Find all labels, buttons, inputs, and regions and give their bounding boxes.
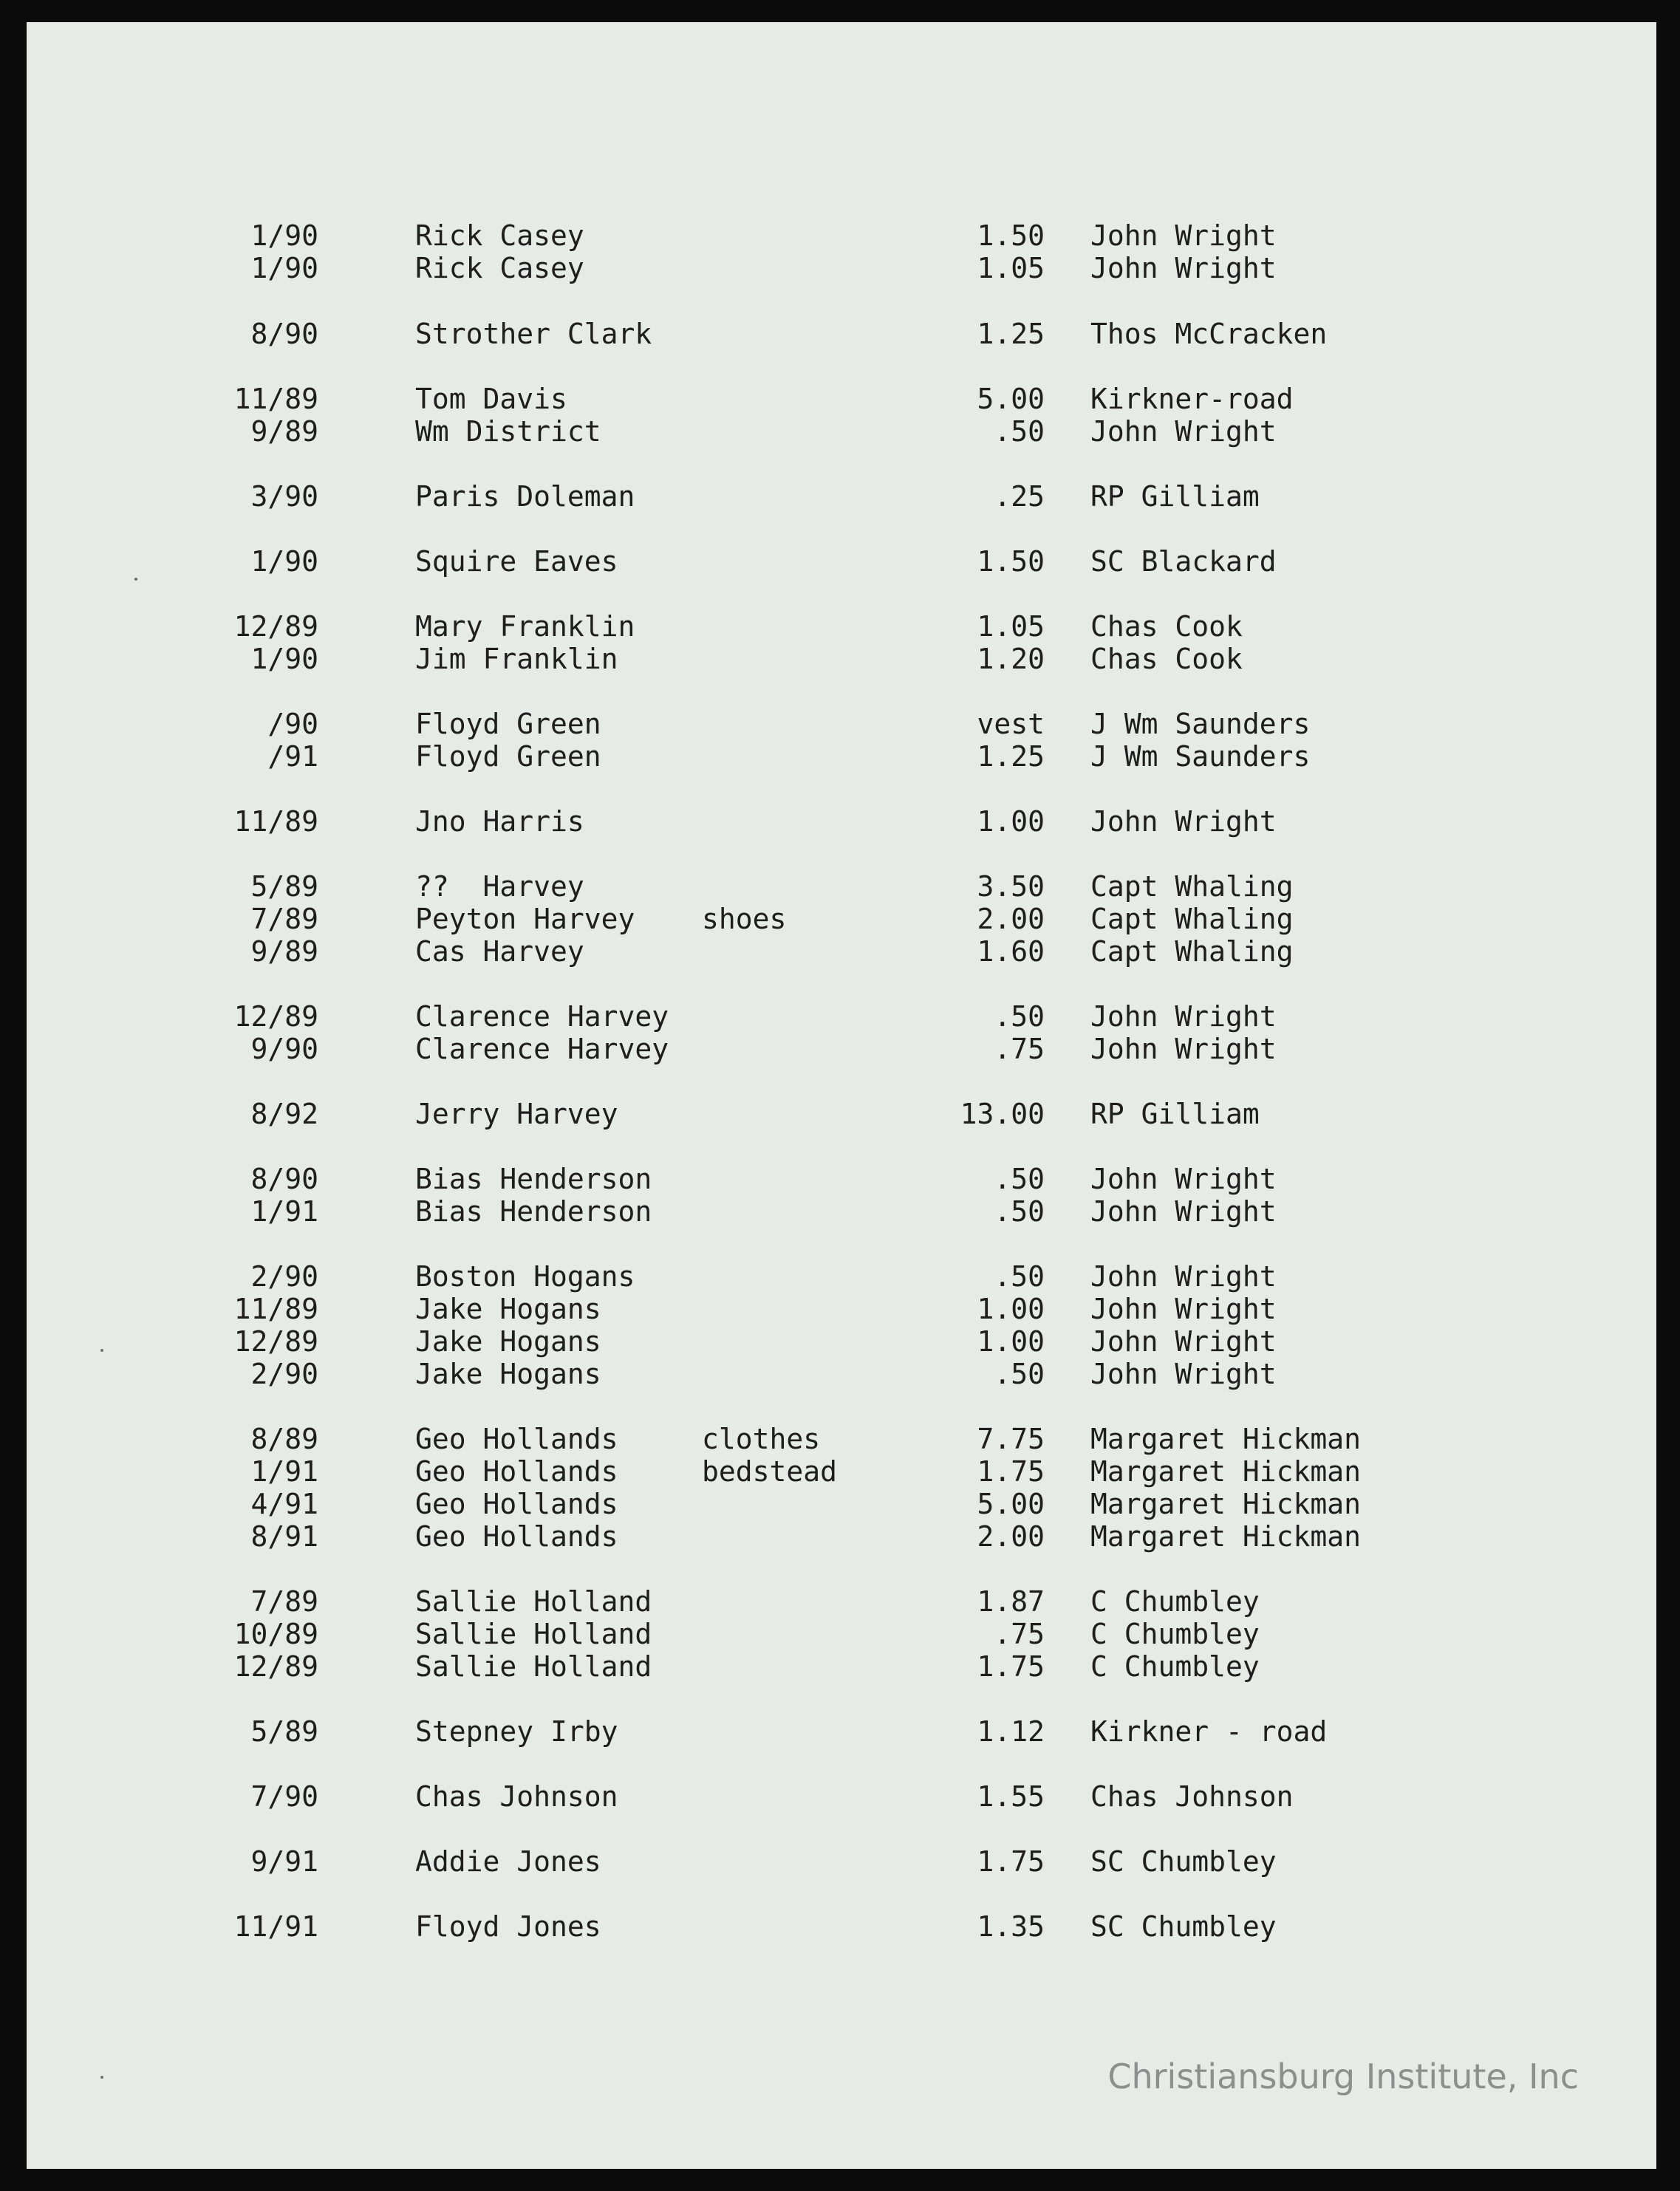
ledger-row [27,1585,1656,1618]
entry-date: 2/90 [250,1260,318,1293]
entry-date: 11/89 [233,383,318,415]
entry-amount: 3.50 [977,870,1045,903]
entry-name: Jake Hogans [415,1358,601,1390]
entry-date: 11/89 [233,1293,318,1325]
ledger-row [27,1520,1656,1553]
entry-name: Geo Hollands [415,1488,618,1520]
entry-payee: John Wright [1090,415,1277,448]
entry-payee: Kirkner-road [1090,383,1294,415]
entry-payee: SC Blackard [1090,545,1277,578]
entry-name: Jno Harris [415,805,584,838]
entry-payee: C Chumbley [1090,1618,1260,1650]
entry-name: Strother Clark [415,318,652,350]
ledger-row [27,318,1656,350]
entry-payee: SC Chumbley [1090,1845,1277,1878]
entry-date: 1/90 [250,643,318,675]
ledger-row [27,903,1656,935]
entry-amount: .50 [994,1000,1045,1033]
entry-amount: 1.20 [977,643,1045,675]
ledger-row [27,935,1656,968]
ledger-row [27,870,1656,903]
paper-speck [100,2076,103,2079]
entry-name: Addie Jones [415,1845,601,1878]
entry-date: 3/90 [250,480,318,513]
entry-amount: 1.05 [977,252,1045,284]
paper-speck [100,1349,103,1352]
ledger-row [27,1910,1656,1943]
entry-date: 12/89 [233,1325,318,1358]
entry-payee: John Wright [1090,219,1277,252]
entry-amount: 1.75 [977,1650,1045,1683]
entry-name: Bias Henderson [415,1163,652,1195]
entry-payee: Chas Johnson [1090,1780,1294,1813]
entry-payee: John Wright [1090,1293,1277,1325]
entry-name: Boston Hogans [415,1260,635,1293]
entry-name: Geo Hollands [415,1423,618,1455]
entry-amount: 2.00 [977,1520,1045,1553]
entry-payee: J Wm Saunders [1090,708,1311,740]
ledger-row [27,252,1656,284]
entry-note: shoes [702,903,787,935]
entry-payee: John Wright [1090,1358,1277,1390]
entry-name: Rick Casey [415,252,584,284]
entry-note: clothes [702,1423,821,1455]
entry-payee: John Wright [1090,1260,1277,1293]
entry-amount: .50 [994,415,1045,448]
entry-name: Sallie Holland [415,1585,652,1618]
entry-amount: 1.75 [977,1455,1045,1488]
entry-date: /91 [267,740,318,773]
ledger-row [27,1163,1656,1195]
entry-name: Floyd Green [415,740,601,773]
entry-note: bedstead [702,1455,838,1488]
ledger-row [27,1000,1656,1033]
entry-amount: 2.00 [977,903,1045,935]
entry-payee: Capt Whaling [1090,935,1294,968]
entry-date: 7/90 [250,1780,318,1813]
entry-date: 8/90 [250,1163,318,1195]
entry-date: 4/91 [250,1488,318,1520]
entry-amount: .50 [994,1358,1045,1390]
entry-payee: Margaret Hickman [1090,1520,1362,1553]
entry-amount: 13.00 [960,1098,1045,1130]
entry-amount: 1.60 [977,935,1045,968]
entry-date: 1/90 [250,545,318,578]
ledger-row [27,1455,1656,1488]
entry-date: 1/90 [250,252,318,284]
entry-amount: .25 [994,480,1045,513]
entry-amount: 1.12 [977,1715,1045,1748]
entry-payee: Margaret Hickman [1090,1488,1362,1520]
entry-amount: .75 [994,1618,1045,1650]
entry-name: Jake Hogans [415,1325,601,1358]
entry-name: Geo Hollands [415,1455,618,1488]
entry-name: Paris Doleman [415,480,635,513]
entry-date: 9/90 [250,1033,318,1065]
ledger-row [27,643,1656,675]
entry-date: 1/90 [250,219,318,252]
entry-name: Peyton Harvey [415,903,635,935]
entry-name: Stepney Irby [415,1715,618,1748]
entry-date: 12/89 [233,610,318,643]
entry-name: Chas Johnson [415,1780,618,1813]
entry-amount: 1.50 [977,545,1045,578]
ledger-row [27,1780,1656,1813]
entry-payee: RP Gilliam [1090,480,1260,513]
ledger-row [27,1845,1656,1878]
entry-date: 9/89 [250,415,318,448]
entry-payee: Capt Whaling [1090,903,1294,935]
entry-date: 8/90 [250,318,318,350]
entry-amount: 1.25 [977,740,1045,773]
entry-amount: .75 [994,1033,1045,1065]
entry-date: 9/89 [250,935,318,968]
entry-payee: RP Gilliam [1090,1098,1260,1130]
ledger-row [27,1715,1656,1748]
entry-payee: Chas Cook [1090,643,1243,675]
entry-name: Floyd Green [415,708,601,740]
entry-date: 9/91 [250,1845,318,1878]
entry-payee: C Chumbley [1090,1585,1260,1618]
entry-name: Mary Franklin [415,610,635,643]
entry-name: Clarence Harvey [415,1033,669,1065]
entry-payee: John Wright [1090,1033,1277,1065]
entry-amount: 1.05 [977,610,1045,643]
ledger-row [27,1618,1656,1650]
entry-amount: 1.87 [977,1585,1045,1618]
ledger-row [27,383,1656,415]
ledger-row [27,740,1656,773]
entry-payee: John Wright [1090,1195,1277,1228]
ledger-row [27,415,1656,448]
entry-date: 1/91 [250,1455,318,1488]
entry-amount: 1.50 [977,219,1045,252]
entry-payee: Margaret Hickman [1090,1455,1362,1488]
entry-amount: 1.75 [977,1845,1045,1878]
ledger-row [27,1293,1656,1325]
entry-amount: 1.55 [977,1780,1045,1813]
entry-name: Geo Hollands [415,1520,618,1553]
ledger-row [27,545,1656,578]
ledger-list [27,22,1656,2169]
entry-amount: 1.25 [977,318,1045,350]
entry-date: 11/89 [233,805,318,838]
entry-payee: John Wright [1090,1163,1277,1195]
entry-name: ?? Harvey [415,870,584,903]
entry-date: 8/92 [250,1098,318,1130]
entry-date: 2/90 [250,1358,318,1390]
ledger-row [27,1358,1656,1390]
entry-date: 8/91 [250,1520,318,1553]
paper-speck [134,578,137,581]
entry-name: Rick Casey [415,219,584,252]
entry-amount: .50 [994,1260,1045,1293]
entry-payee: Thos McCracken [1090,318,1328,350]
ledger-row [27,1098,1656,1130]
entry-amount: 1.00 [977,1325,1045,1358]
ledger-row [27,610,1656,643]
entry-payee: SC Chumbley [1090,1910,1277,1943]
entry-name: Squire Eaves [415,545,618,578]
entry-date: 7/89 [250,1585,318,1618]
entry-amount: 7.75 [977,1423,1045,1455]
entry-date: 12/89 [233,1650,318,1683]
entry-payee: Chas Cook [1090,610,1243,643]
entry-payee: John Wright [1090,1325,1277,1358]
entry-payee: John Wright [1090,252,1277,284]
entry-payee: J Wm Saunders [1090,740,1311,773]
entry-amount: 1.00 [977,1293,1045,1325]
ledger-row [27,708,1656,740]
entry-amount: .50 [994,1195,1045,1228]
document-page [27,22,1656,2169]
entry-name: Floyd Jones [415,1910,601,1943]
entry-name: Jim Franklin [415,643,618,675]
entry-name: Wm District [415,415,601,448]
entry-amount: 5.00 [977,1488,1045,1520]
ledger-row [27,1325,1656,1358]
ledger-row [27,480,1656,513]
ledger-row [27,805,1656,838]
entry-date: 5/89 [250,870,318,903]
entry-date: 5/89 [250,1715,318,1748]
ledger-row [27,219,1656,252]
watermark: Christiansburg Institute, Inc [1107,2057,1579,2096]
entry-payee: John Wright [1090,805,1277,838]
entry-date: 12/89 [233,1000,318,1033]
entry-name: Cas Harvey [415,935,584,968]
entry-name: Sallie Holland [415,1618,652,1650]
entry-amount: .50 [994,1163,1045,1195]
entry-amount: 5.00 [977,383,1045,415]
ledger-row [27,1195,1656,1228]
entry-date: 8/89 [250,1423,318,1455]
entry-payee: C Chumbley [1090,1650,1260,1683]
entry-payee: Capt Whaling [1090,870,1294,903]
entry-date: 1/91 [250,1195,318,1228]
entry-name: Jerry Harvey [415,1098,618,1130]
entry-name: Clarence Harvey [415,1000,669,1033]
entry-name: Bias Henderson [415,1195,652,1228]
entry-amount: vest [977,708,1045,740]
ledger-row [27,1488,1656,1520]
entry-date: 10/89 [233,1618,318,1650]
entry-date: 11/91 [233,1910,318,1943]
entry-payee: Kirkner - road [1090,1715,1328,1748]
entry-name: Jake Hogans [415,1293,601,1325]
ledger-row [27,1033,1656,1065]
ledger-row [27,1423,1656,1455]
entry-name: Tom Davis [415,383,567,415]
entry-amount: 1.00 [977,805,1045,838]
entry-name: Sallie Holland [415,1650,652,1683]
entry-amount: 1.35 [977,1910,1045,1943]
entry-date: /90 [267,708,318,740]
entry-date: 7/89 [250,903,318,935]
entry-payee: Margaret Hickman [1090,1423,1362,1455]
ledger-row [27,1260,1656,1293]
ledger-row [27,1650,1656,1683]
entry-payee: John Wright [1090,1000,1277,1033]
